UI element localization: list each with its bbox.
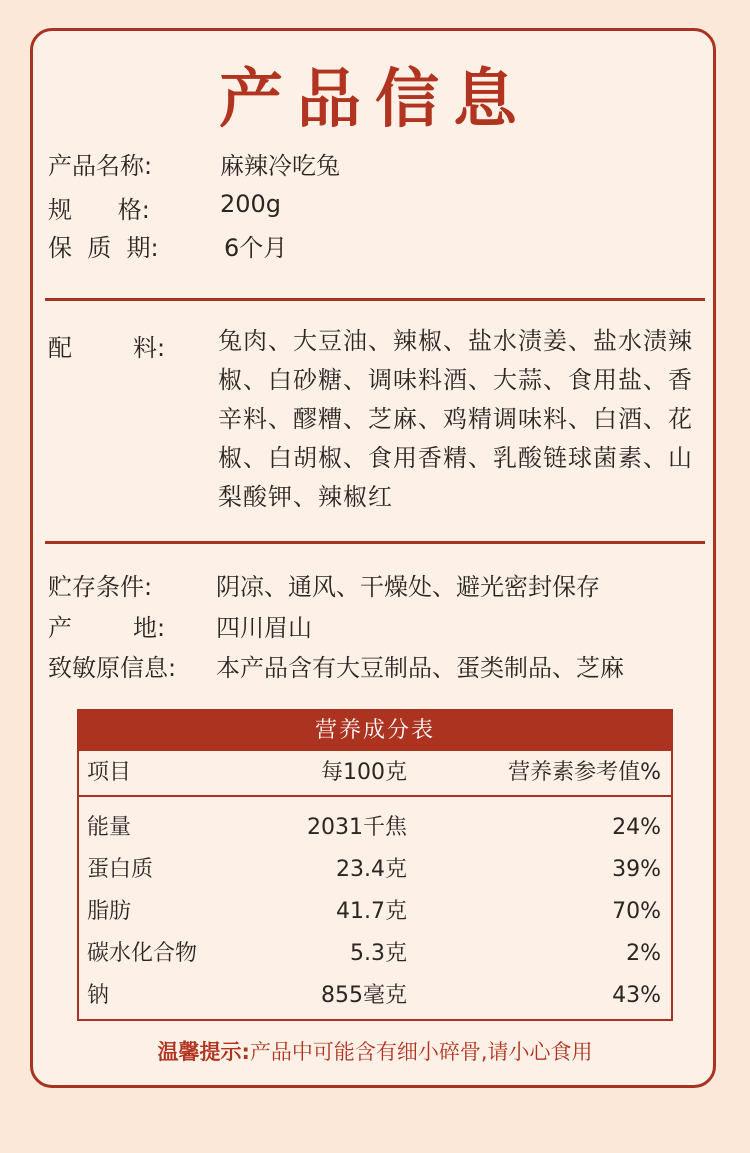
nutrition-header-divider <box>79 795 671 797</box>
header-item: 项目 <box>87 760 132 785</box>
row-amount: 23.4克 <box>336 857 407 882</box>
row-item: 蛋白质 <box>87 857 154 882</box>
row-amount: 41.7克 <box>336 899 407 924</box>
allergen-label: 致敏原信息: <box>48 654 177 682</box>
row-item: 脂肪 <box>87 899 132 924</box>
header-nrv: 营养素参考值% <box>508 760 661 785</box>
ingredients-value: 兔肉、大豆油、辣椒、盐水渍姜、盐水渍辣椒、白砂糖、调味料酒、大蒜、食用盐、香辛料、醪糟、芝麻、鸡精调味料、白酒、花椒、白胡椒、食用香精、乳酸链球菌素、山梨酸钾、辣椒红 <box>218 327 693 511</box>
row-item: 能量 <box>87 815 132 840</box>
table-row <box>79 850 671 890</box>
table-row <box>79 808 671 848</box>
row-nrv: 24% <box>612 815 661 840</box>
tip-label: 温馨提示: <box>157 1040 250 1064</box>
origin-label: 产 地: <box>48 614 166 642</box>
nutrition-table <box>77 709 673 1021</box>
table-row <box>79 934 671 974</box>
page-title: 产品信息 <box>219 63 531 137</box>
storage-label: 贮存条件: <box>48 573 153 601</box>
row-amount: 2031千焦 <box>307 815 407 840</box>
product-name-value: 麻辣冷吃兔 <box>220 152 340 180</box>
shelf-life-label: 保 质 期: <box>48 234 159 262</box>
row-amount: 855毫克 <box>321 983 407 1008</box>
storage-value: 阴凉、通风、干燥处、避光密封保存 <box>216 573 600 601</box>
origin-value: 四川眉山 <box>216 614 312 642</box>
row-item: 碳水化合物 <box>87 941 198 966</box>
ingredients-label: 配 料: <box>48 334 166 362</box>
table-row <box>79 892 671 932</box>
row-nrv: 2% <box>626 941 661 966</box>
divider-1 <box>45 298 705 301</box>
divider-2 <box>45 541 705 544</box>
tip-text: 产品中可能含有细小碎骨,请小心食用 <box>249 1040 593 1064</box>
row-amount: 5.3克 <box>350 941 407 966</box>
row-nrv: 39% <box>612 857 661 882</box>
row-item: 钠 <box>87 983 110 1008</box>
row-nrv: 70% <box>612 899 661 924</box>
nutrition-header-row <box>79 753 671 793</box>
table-row <box>79 976 671 1016</box>
spec-value: 200g <box>220 190 282 218</box>
shelf-life-value: 6个月 <box>224 234 288 262</box>
allergen-value: 本产品含有大豆制品、蛋类制品、芝麻 <box>216 654 624 682</box>
nutrition-title: 营养成分表 <box>79 711 671 751</box>
header-per-100g: 每100克 <box>321 760 407 785</box>
row-nrv: 43% <box>612 983 661 1008</box>
product-name-label: 产品名称: <box>48 152 153 180</box>
spec-label: 规 格: <box>48 196 150 224</box>
warning-tip <box>0 1036 750 1066</box>
